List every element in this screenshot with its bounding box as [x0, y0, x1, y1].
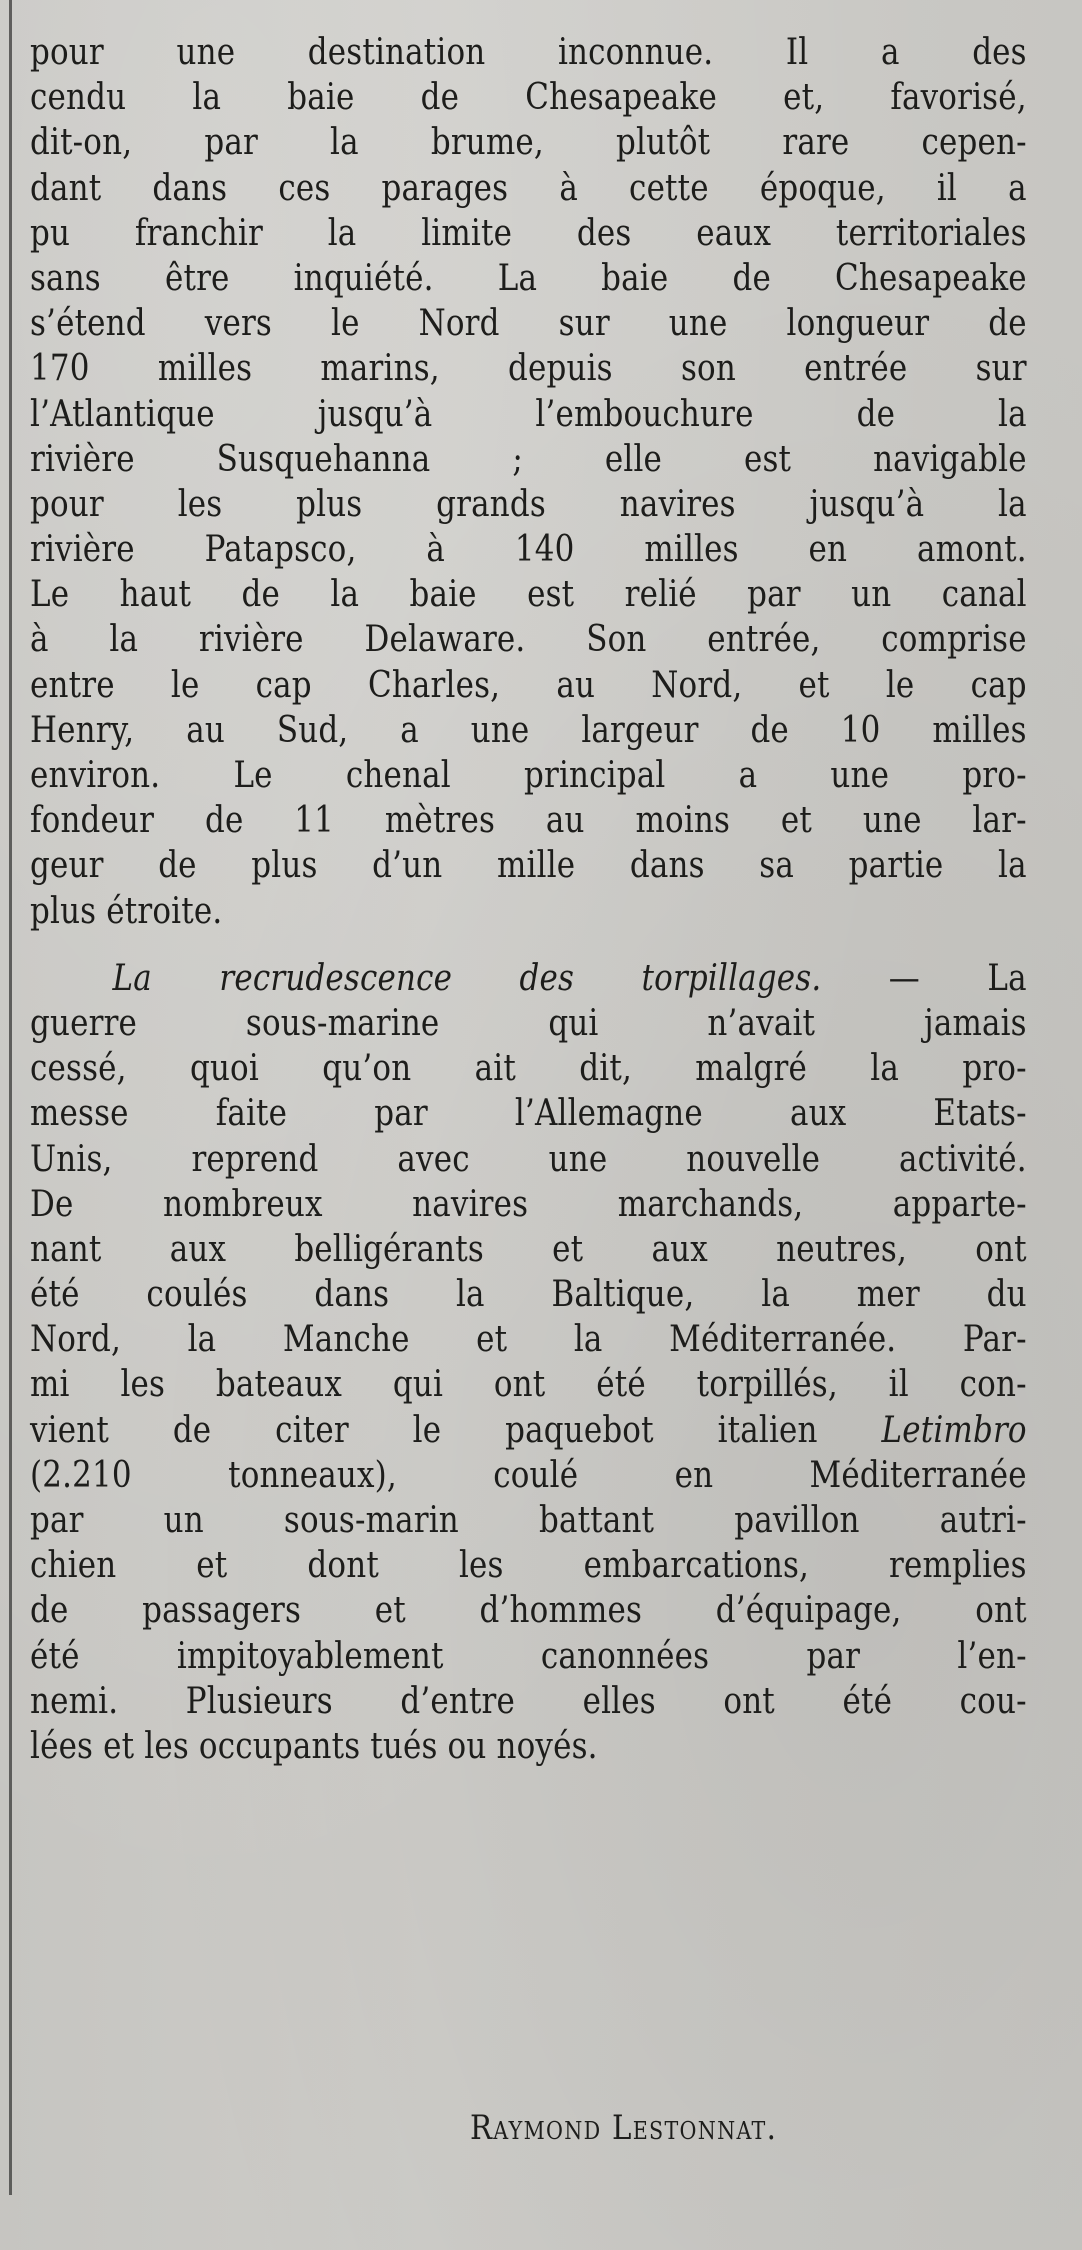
text-line: fondeur de 11 mètres au moins et une lar-: [30, 800, 1027, 842]
text-line: pour les plus grands navires jusqu’à la: [30, 483, 1027, 525]
text-line: Unis, reprend avec une nouvelle activité.: [30, 1138, 1027, 1180]
text-line: geur de plus d’un mille dans sa partie la: [30, 845, 1027, 887]
paragraph-torpillages: [30, 956, 1027, 1769]
text-line: 170 milles marins, depuis son entrée sur: [30, 348, 1027, 390]
text-line: pu franchir la limite des eaux territoriales: [30, 212, 1027, 254]
text-line: Nord, la Manche et la Méditerranée. Par-: [30, 1319, 1027, 1361]
ship-name: Letimbro: [881, 1409, 1027, 1451]
text-line: par un sous-marin battant pavillon autri-: [30, 1500, 1027, 1541]
text-line: dant dans ces parages à cette époque, il a: [30, 167, 1027, 209]
text-line: Henry, au Sud, a une largeur de 10 milles: [30, 709, 1027, 751]
text-line: cessé, quoi qu’on ait dit, malgré la pro-: [30, 1048, 1027, 1090]
text-line: De nombreux navires marchands, apparte-: [30, 1183, 1027, 1225]
text-line: plus étroite.: [30, 890, 223, 932]
text-line: de passagers et d’hommes d’équipage, ont: [30, 1590, 1027, 1632]
text-line: dit-on, par la brume, plutôt rare cepen-: [30, 122, 1027, 164]
section-heading: La recrudescence des torpillages.: [112, 957, 822, 999]
text-line: été coulés dans la Baltique, la mer du: [30, 1274, 1027, 1316]
text-line: rivière Patapsco, à 140 milles en amont.: [30, 529, 1027, 571]
text-line: guerre sous-marine qui n’avait jamais: [30, 1002, 1027, 1044]
text-line: l’Atlantique jusqu’à l’embouchure de la: [30, 393, 1027, 435]
ship-line-prefix: vient de citer le paquebot italien: [30, 1409, 882, 1451]
text-line: entre le cap Charles, au Nord, et le cap: [30, 664, 1027, 706]
text-line: (2.210 tonneaux), coulé en Méditerranée: [30, 1454, 1027, 1496]
column-rule: [9, 0, 12, 2195]
text-line: s’étend vers le Nord sur une longueur de: [30, 303, 1027, 345]
text-line: environ. Le chenal principal a une pro-: [30, 755, 1027, 796]
text-line: rivière Susquehanna ; elle est navigable: [30, 438, 1027, 480]
text-line: Le haut de la baie est relié par un canal: [30, 574, 1027, 616]
section-heading-line: [30, 956, 1027, 1001]
text-line: à la rivière Delaware. Son entrée, comprise: [30, 619, 1027, 661]
text-line: nant aux belligérants et aux neutres, ont: [30, 1228, 1027, 1270]
text-line: sans être inquiété. La baie de Chesapeake: [30, 257, 1027, 299]
text-line: messe faite par l’Allemagne aux Etats-: [30, 1093, 1027, 1135]
text-line: [30, 1408, 1027, 1453]
text-line: chien et dont les embarcations, remplies: [30, 1545, 1027, 1587]
text-line: été impitoyablement canonnées par l’en-: [30, 1635, 1027, 1677]
heading-continuation: — La: [821, 957, 1027, 999]
text-line: pour une destination inconnue. Il a des: [30, 32, 1027, 73]
paragraph-spacer: [30, 934, 1027, 956]
text-line: cendu la baie de Chesapeake et, favorisé,: [30, 77, 1027, 119]
text-line: lées et les occupants tués ou noyés.: [30, 1725, 598, 1767]
paragraph-chesapeake: [30, 30, 1027, 934]
author-signature: Raymond Lestonnat.: [470, 2108, 778, 2148]
text-column: [30, 30, 1027, 1769]
text-line: mi les bateaux qui ont été torpillés, il con-: [30, 1364, 1027, 1406]
text-line: nemi. Plusieurs d’entre elles ont été cou-: [30, 1680, 1027, 1722]
